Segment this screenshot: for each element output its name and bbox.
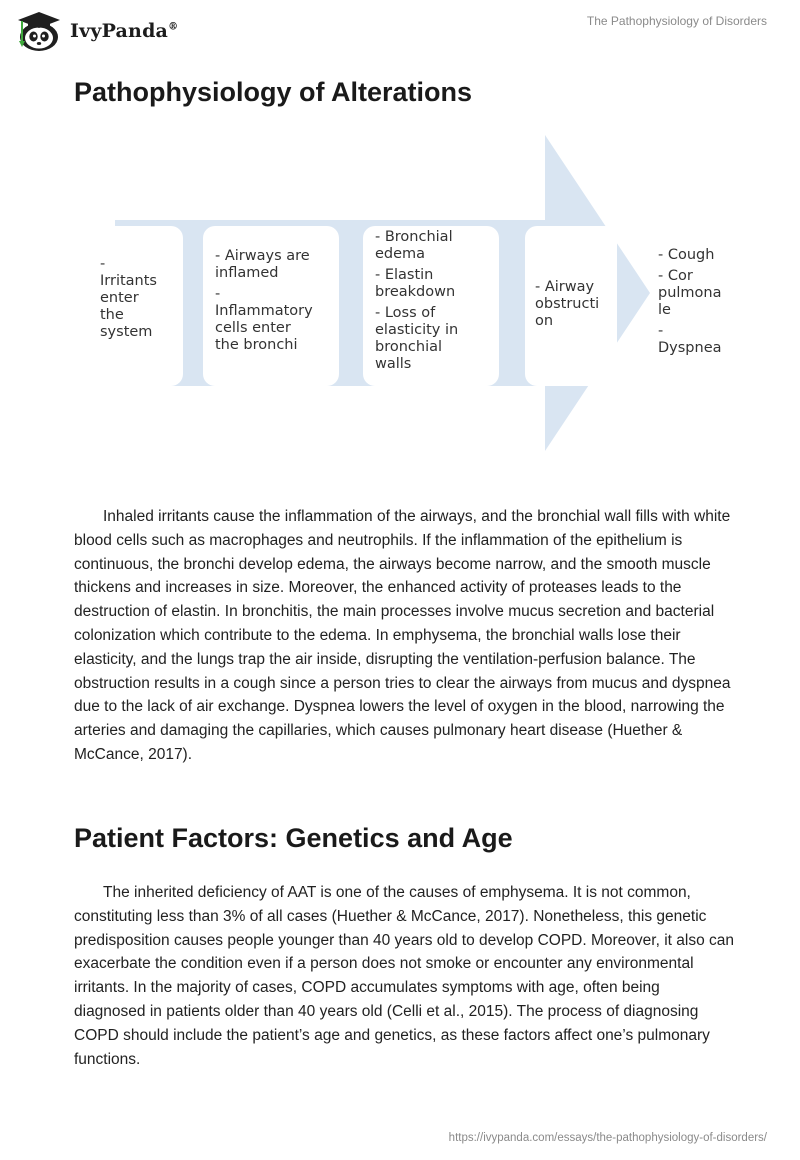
stage-symptoms [650,226,745,386]
document-title: The Pathophysiology of Disorders [586,14,767,28]
panda-graduate-icon [14,10,64,52]
brand-name [70,20,178,42]
registered-mark: ® [168,21,179,33]
stage-text: obstructi [535,296,600,312]
source-url-link[interactable]: https://ivypanda.com/essays/the-pathophysiology-of-disorders/ [448,1132,767,1144]
stage-text: the [100,307,124,323]
stage-text: le [658,302,671,318]
stage-text: on [535,313,554,329]
section-heading-patient-factors: Patient Factors: Genetics and Age [74,823,513,853]
stage-text: - [658,323,664,339]
stage-text: elasticity in [375,322,459,338]
stage-text: - Loss of [375,305,436,321]
stage-text: - Cor [658,268,693,284]
stage-text: enter [100,290,139,306]
stage-text: breakdown [375,284,456,300]
stage-text: - Airway [535,279,595,295]
section-heading-pathophysiology: Pathophysiology of Alterations [74,77,473,107]
process-flow-diagram [95,133,745,453]
stage-text: walls [375,356,412,372]
stage-airways-inflamed [203,226,339,386]
stage-text: - [100,256,106,272]
body-paragraph: Inhaled irritants cause the inflammation of the airways, and the bronchial wall fills with white blood cells such as macrophages and neutrophils. If the inflammation of the epithelium is continuous, the bronchi develop edema, the airways become narrow, and the smooth muscle thickens and increases in size. Moreover, the enhanced activity of proteases leads to the destruction of elastin. In bronchitis, the main processes involve mucus secretion and bacterial colonization which contribute to the edema. In emphysema, the bronchial walls lose their elasticity, and the lungs trap the air inside, disrupting the ventilation-perfusion balance. The obstruction results in a cough since a person tries to clear the airways from mucus and dyspnea due to the lack of air exchange. Dyspnea lowers the level of oxygen in the blood, narrowing the arteries and damaging the capillaries, which causes pulmonary heart disease (Huether & McCance, 2017). [74,508,731,763]
stage-text: Dyspnea [658,340,722,356]
stage-text: pulmona [658,285,722,301]
stage-text: edema [375,246,426,262]
stage-irritants-enter [95,226,183,386]
stage-text: cells enter [215,320,291,336]
stage-text: Inflammatory [215,303,313,319]
stage-airway-obstruction [525,226,617,386]
stage-text: system [100,324,153,340]
stage-text: - Airways are [215,248,310,264]
stage-text: - [215,286,221,302]
stage-text: bronchial [375,339,443,355]
stage-text: inflamed [215,265,279,281]
body-paragraph: The inherited deficiency of AAT is one of the causes of emphysema. It is not common, constituting less than 3% of all cases (Huether & McCance, 2017). Nonetheless, this genetic predisposition causes people younger than 40 years old to develop COPD. Moreover, it also can exacerbate the condition even if a person does not smoke or encounter any environmental irritants. In the majority of cases, COPD accumulates symptoms with age, often being diagnosed in patients older than 40 years old (Celli et al., 2015). The process of diagnosing COPD should include the patient’s age and genetics, as these factors affect one’s pulmonary functions. [74,884,734,1068]
brand-logo[interactable] [14,10,178,52]
stage-text: Irritants [100,273,157,289]
stage-text: - Bronchial [375,229,453,245]
stage-text: - Cough [658,247,715,263]
stage-text: - Elastin [375,267,434,283]
stage-bronchial-changes [363,226,499,386]
stage-text: the bronchi [215,337,298,353]
brand-name-text: IvyPanda [70,20,169,42]
